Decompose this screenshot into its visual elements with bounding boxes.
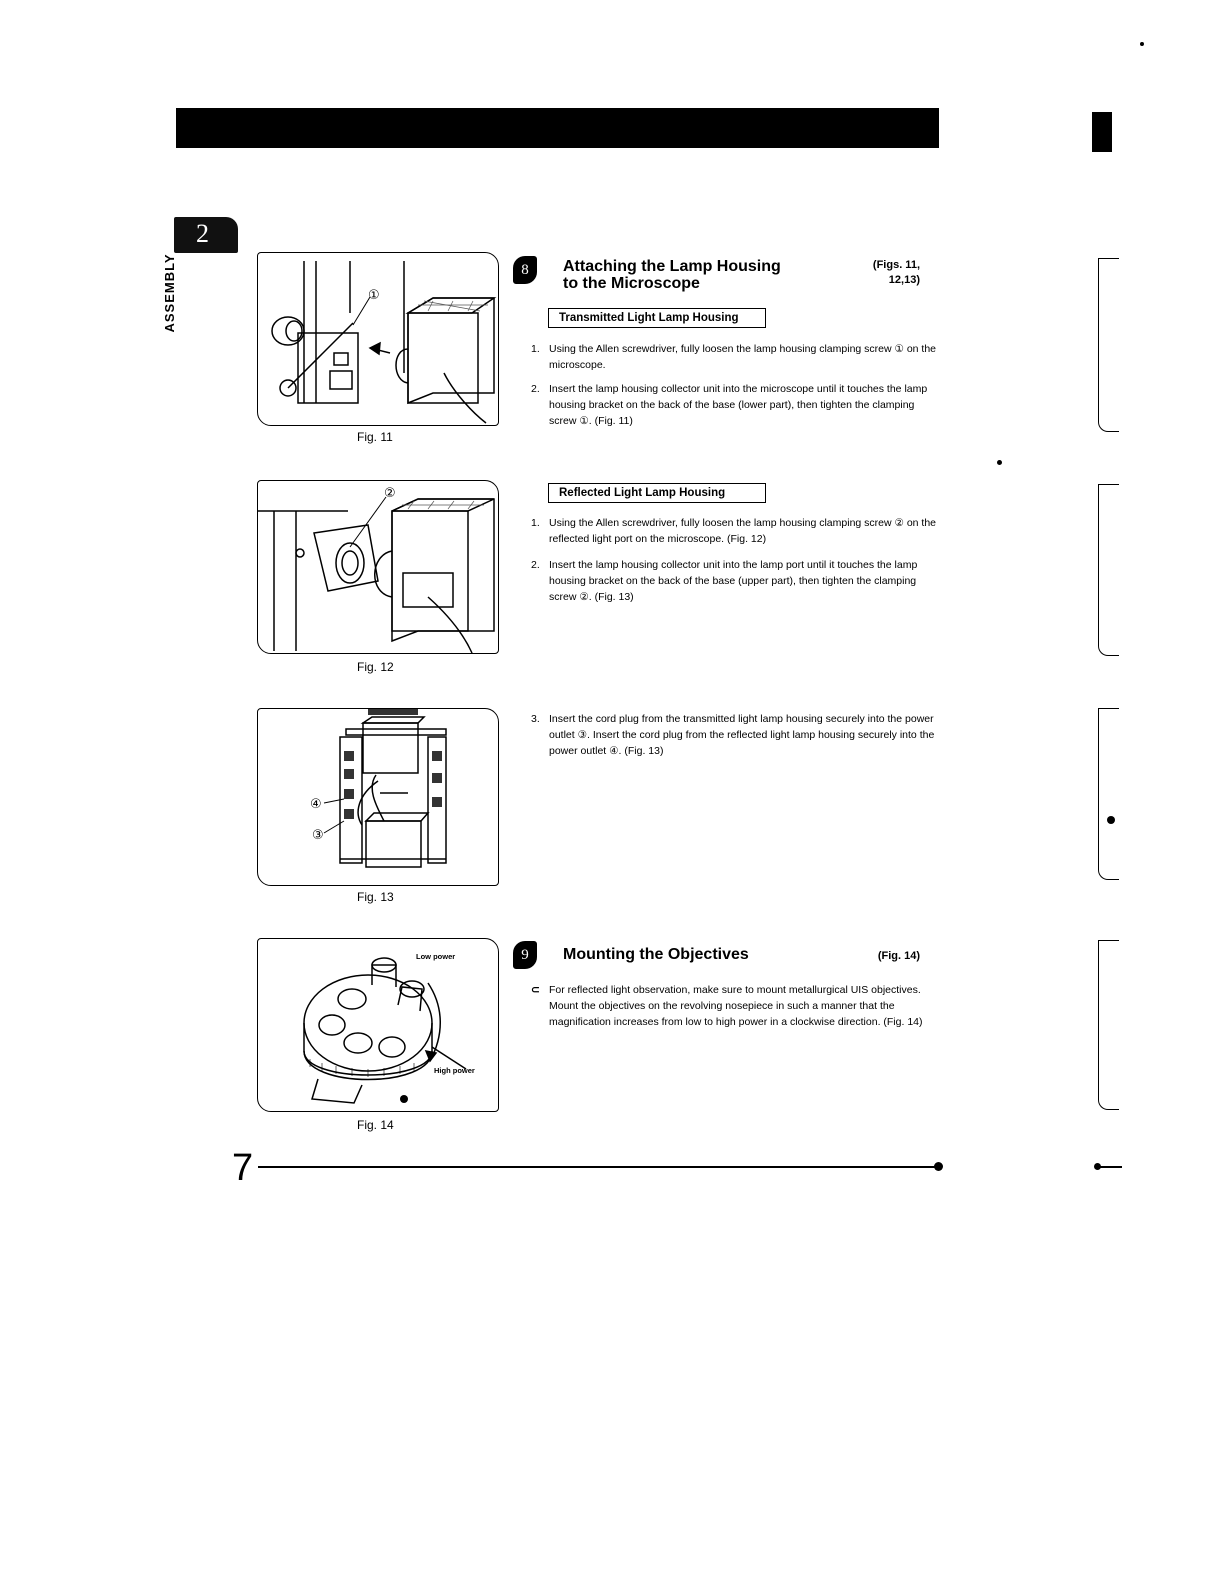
footer-rule <box>258 1166 938 1168</box>
figure-14-illustration <box>258 939 498 1111</box>
edge-bracket <box>1098 484 1119 656</box>
header-bar <box>176 108 939 148</box>
step-8-ref-line-2: 12,13) <box>888 274 920 286</box>
note-text <box>549 982 939 1030</box>
figure-11-caption: Fig. 11 <box>357 430 393 444</box>
step-8-ref-line-1: (Figs. 11, <box>872 259 920 271</box>
note-icon: ⊂ <box>531 984 540 996</box>
figure-13-marker-4: ④ <box>310 797 322 812</box>
edge-bracket <box>1098 258 1119 432</box>
note-line-1: For reflected light observation, make sure to mount metallurgical UIS objectives. <box>549 984 921 996</box>
item-text: Insert the lamp housing collector unit into the lamp port until it touches the lamp housing bracket on the back of the base (upper part), then tighten the clamping screw ②. (Fig. 13) <box>549 559 918 603</box>
page-number: 7 <box>232 1147 254 1189</box>
item-text: Using the Allen screwdriver, fully loosen the lamp housing clamping screw ① on the microscope. <box>549 343 937 371</box>
figure-13-marker-3: ③ <box>312 828 324 843</box>
item-number: 2. <box>531 559 540 571</box>
item-number: 2. <box>531 383 540 395</box>
figure-13-caption: Fig. 13 <box>357 890 394 904</box>
reflected-heading: Reflected Light Lamp Housing <box>548 483 766 503</box>
footer-rule-end-dot <box>934 1162 943 1171</box>
figure-12-illustration <box>258 481 498 653</box>
edge-bracket <box>1098 708 1119 880</box>
section-tab <box>174 217 238 253</box>
step-9-note <box>531 982 939 1062</box>
edge-bracket <box>1098 940 1119 1110</box>
transmitted-heading: Transmitted Light Lamp Housing <box>548 308 766 328</box>
figure-12 <box>257 480 499 654</box>
step-9-badge: 9 <box>513 941 537 969</box>
figure-13 <box>257 708 499 886</box>
reflected-item-1 <box>531 515 939 549</box>
item-text: Insert the cord plug from the transmitted light lamp housing securely into the power outlet ③. Insert the cord plug from the reflected light lamp housing securely into the power outlet ④. (Fig. 13) <box>549 713 935 757</box>
item-number: 1. <box>531 343 540 355</box>
edge-tab-marker <box>1092 112 1112 152</box>
step-8-figure-ref <box>840 258 920 288</box>
transmitted-item-2 <box>531 381 939 431</box>
scan-speck <box>1140 42 1144 46</box>
figure-14-low-power-label: Low power <box>416 952 456 961</box>
figure-14-caption: Fig. 14 <box>357 1118 394 1132</box>
step-9-title: Mounting the Objectives <box>563 946 749 963</box>
figure-11-marker: ① <box>368 288 380 303</box>
item-text: Using the Allen screwdriver, fully loosen the lamp housing clamping screw ② on the reflected light port on the microscope. (Fig. 12) <box>549 517 937 545</box>
figure-12-marker: ② <box>384 486 396 501</box>
step-8-title-line-1: Attaching the Lamp Housing <box>563 258 781 275</box>
figure-14 <box>257 938 499 1112</box>
item-text: Insert the lamp housing collector unit into the microscope until it touches the lamp housing bracket on the back of the base (lower part), then tighten the clamping screw ①. (Fig. 11) <box>549 383 928 427</box>
figure-14-high-power-label: High power <box>434 1066 475 1075</box>
scan-speck <box>997 460 1002 465</box>
step-8-title <box>563 258 823 292</box>
scan-speck <box>1107 816 1115 824</box>
step-9-figure-ref: (Fig. 14) <box>877 950 920 962</box>
step-8-title-line-2: to the Microscope <box>563 275 700 292</box>
item-number: 1. <box>531 517 540 529</box>
section-label: ASSEMBLY <box>162 253 177 333</box>
figure-11 <box>257 252 499 426</box>
transmitted-item-1 <box>531 341 939 375</box>
section-number: 2 <box>196 219 209 248</box>
note-line-2: Mount the objectives on the revolving nosepiece in such a manner that the magnification increases from low to high power in a clockwise direction. (Fig. 14) <box>549 1000 923 1028</box>
edge-dot <box>1094 1163 1101 1170</box>
figure-12-caption: Fig. 12 <box>357 660 394 674</box>
figure-13-illustration <box>258 709 498 885</box>
step-8-badge: 8 <box>513 256 537 284</box>
reflected-item-2 <box>531 557 939 607</box>
cord-plug-item-3 <box>531 711 939 761</box>
figure-11-illustration <box>258 253 498 425</box>
item-number: 3. <box>531 713 540 725</box>
